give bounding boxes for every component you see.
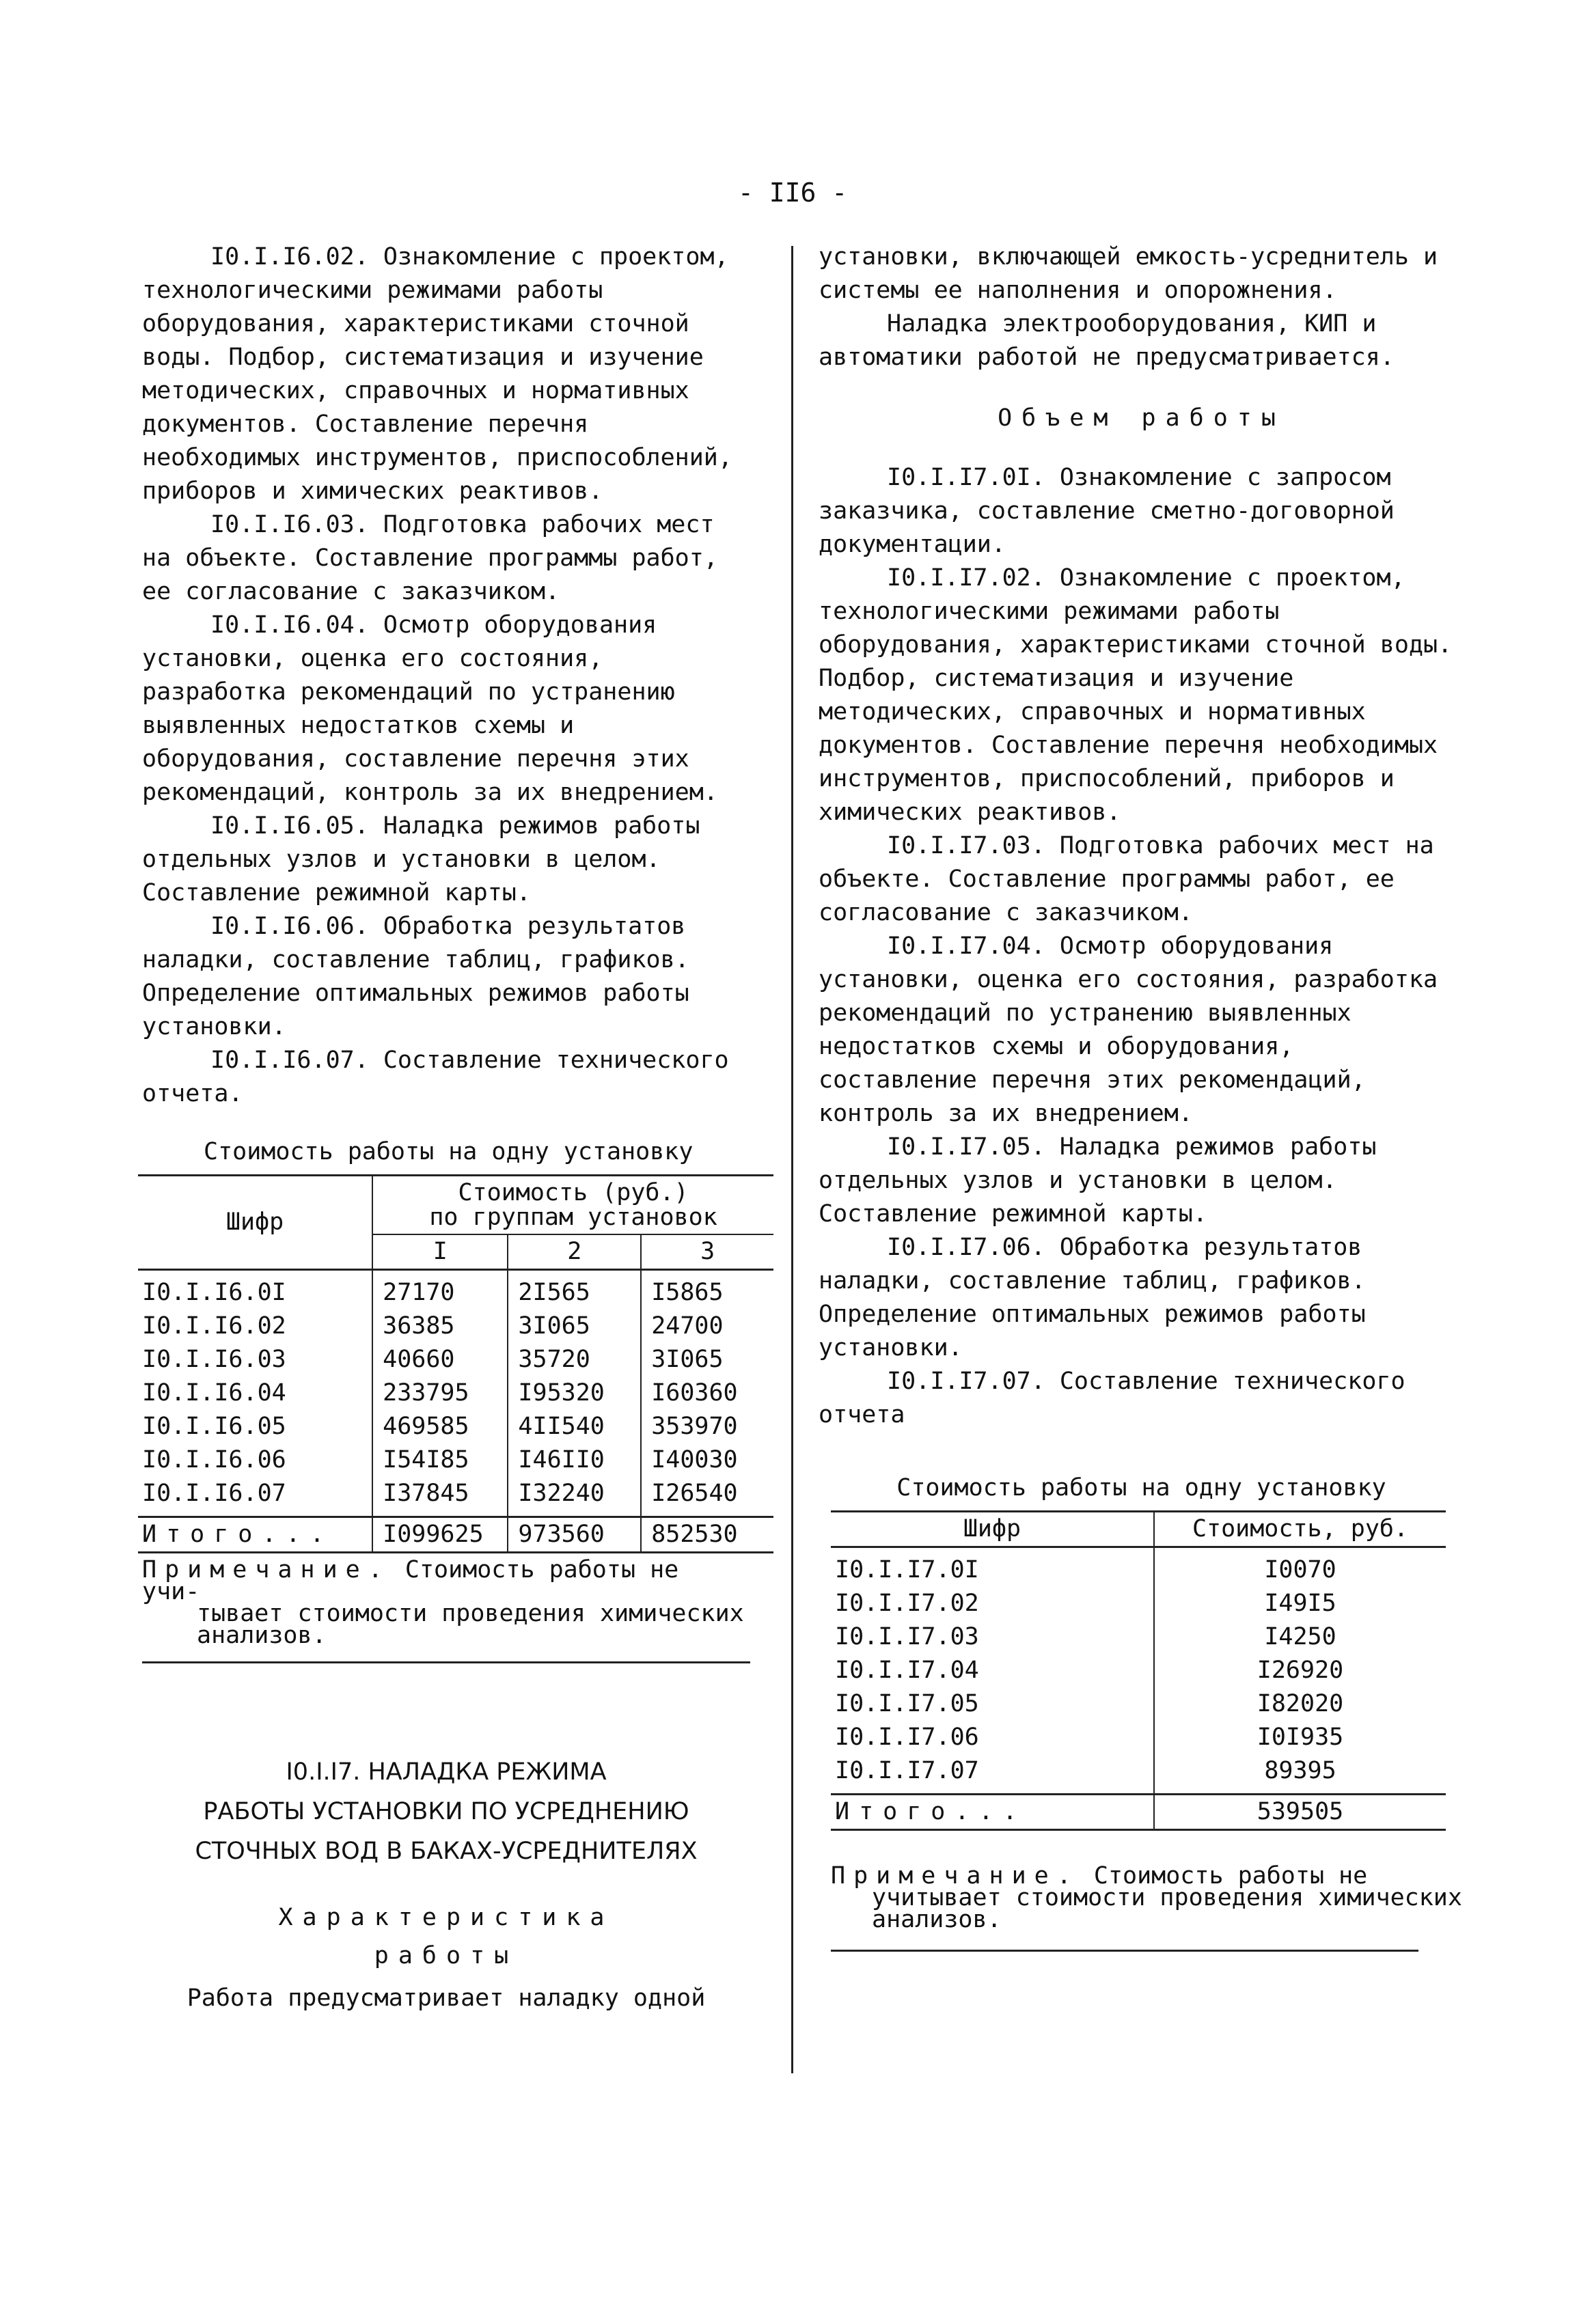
table-note-i6 [142, 1556, 750, 1649]
note-first-line: Стоимость работы не учи- [142, 1556, 679, 1605]
total-label: Итого... [138, 1517, 372, 1553]
paragraph-i6-07: I0.I.I6.07. Составление технического отчета. [142, 1047, 729, 1107]
table-total-row [831, 1795, 1446, 1830]
note-first-line: Стоимость работы не [1079, 1862, 1368, 1890]
paragraph-i7-07: I0.I.I7.07. Составление технического отчета [819, 1368, 1405, 1428]
row-value-group-3: I5865 [651, 1279, 724, 1306]
row-value-group-2: 2I565 [508, 1270, 641, 1310]
row-value-group-1: 469585 [372, 1410, 508, 1443]
row-value: I0I935 [1257, 1724, 1344, 1751]
table-row [138, 1443, 773, 1477]
total-label: Итого... [831, 1795, 1154, 1830]
row-value-group-1: 233795 [372, 1377, 508, 1410]
scope-heading: Объем работы [998, 404, 1285, 432]
row-code: I0.I.I7.0I [831, 1547, 1154, 1588]
row-code: I0.I.I6.02 [138, 1310, 372, 1343]
characteristics-heading-line-1: Характеристика [278, 1904, 614, 1931]
table-row [831, 1547, 1446, 1588]
section-title-line-2: РАБОТЫ УСТАНОВКИ ПО УСРЕДНЕНИЮ [203, 1798, 689, 1825]
characteristics-heading [142, 1898, 750, 1975]
row-value-group-3: 353970 [651, 1413, 738, 1440]
table-row [138, 1270, 773, 1310]
note-continuation: учитывает стоимости проведения химических анализов. [872, 1884, 1462, 1933]
row-code: I0.I.I6.05 [138, 1410, 372, 1443]
row-code: I0.I.I7.05 [831, 1687, 1154, 1721]
cost-table-i7 [831, 1510, 1446, 1831]
header-cost-line2: по группам установок [429, 1204, 717, 1231]
row-code: I0.I.I7.02 [831, 1587, 1154, 1620]
cost-table-i6 [138, 1174, 773, 1553]
table-row [831, 1654, 1446, 1687]
header-cost: Стоимость, руб. [1154, 1512, 1446, 1547]
row-code: I0.I.I7.06 [831, 1721, 1154, 1754]
row-code: I0.I.I6.07 [138, 1477, 372, 1517]
paragraph-i6-06: I0.I.I6.06. Обработка результатов наладки, составление таблиц, графиков. Определение оптимальных режимов работы установки. [142, 913, 689, 1040]
row-value-group-1: I54I85 [372, 1443, 508, 1477]
table-row [831, 1687, 1446, 1721]
row-value-group-1: 36385 [372, 1310, 508, 1343]
table-caption-i6: Стоимость работы на одну установку [204, 1138, 694, 1165]
paragraph-i6-02: I0.I.I6.02. Ознакомление с проектом, технологическими режимами работы оборудования, характеристиками сточной воды. Подбор, систематизация и изучение методических, справочных и нормативных документов. Составление перечня необходимых инструментов, приспособлений, приборов и химических реактивов. [142, 243, 732, 505]
table-row [138, 1477, 773, 1517]
table-row [831, 1754, 1446, 1795]
row-code: I0.I.I7.07 [831, 1754, 1154, 1795]
table-caption-i7: Стоимость работы на одну установку [896, 1474, 1386, 1502]
paragraph-i7-01: I0.I.I7.0I. Ознакомление с запросом заказчика, составление сметно-договорной документации. [819, 464, 1395, 558]
section-title-line-3: СТОЧНЫХ ВОД В БАКАХ-УСРЕДНИТЕЛЯХ [195, 1838, 698, 1865]
row-value-group-1: 27170 [372, 1270, 508, 1310]
column-divider [791, 246, 793, 2073]
row-value-group-2: 3I065 [508, 1310, 641, 1343]
header-cost [372, 1176, 773, 1235]
header-group-2: 2 [508, 1234, 641, 1270]
row-value-group-3: 24700 [651, 1312, 724, 1340]
row-value-group-3: I60360 [651, 1379, 738, 1407]
paragraph-i7-05: I0.I.I7.05. Наладка режимов работы отдельных узлов и установки в целом. Составление режимной карты. [819, 1133, 1377, 1228]
note-head: Примечание. [142, 1556, 391, 1583]
row-value-group-3: 3I065 [651, 1346, 724, 1373]
table-row [138, 1343, 773, 1377]
paragraph-i7-06: I0.I.I7.06. Обработка результатов наладки, составление таблиц, графиков. Определение оптимальных режимов работы установки. [819, 1234, 1366, 1361]
row-value-group-2: 35720 [508, 1343, 641, 1377]
right-column [819, 240, 1464, 1952]
paragraph-i7-04: I0.I.I7.04. Осмотр оборудования установки, оценка его состояния, разработка рекомендаций по устранению выявленных недостатков схемы и оборудования, составление перечня этих рекомендаций, контроль за их внедрением. [819, 932, 1438, 1127]
table-note-i7 [831, 1862, 1464, 1933]
header-cipher: Шифр [831, 1512, 1154, 1547]
table-row [831, 1721, 1446, 1754]
section-title-i7 [142, 1752, 750, 1871]
row-value-group-2: 4II540 [508, 1410, 641, 1443]
table-row [138, 1410, 773, 1443]
row-code: I0.I.I6.0I [138, 1270, 372, 1310]
row-value: I4250 [1264, 1623, 1336, 1650]
total-group-3: 852530 [641, 1517, 773, 1553]
paragraph-i7-03: I0.I.I7.03. Подготовка рабочих мест на объекте. Составление программы работ, ее согласование с заказчиком. [819, 832, 1434, 926]
row-value-group-2: I46II0 [508, 1443, 641, 1477]
table-row [831, 1620, 1446, 1654]
row-code: I0.I.I7.03 [831, 1620, 1154, 1654]
row-code: I0.I.I7.04 [831, 1654, 1154, 1687]
header-cipher: Шифр [138, 1176, 372, 1270]
row-code: I0.I.I6.03 [138, 1343, 372, 1377]
row-value-group-3: I26540 [651, 1480, 738, 1507]
characteristics-heading-line-2: работы [374, 1942, 519, 1969]
row-code: I0.I.I6.04 [138, 1377, 372, 1410]
note-rule [142, 1661, 750, 1663]
total-group-1: I099625 [372, 1517, 508, 1553]
note-rule [831, 1950, 1418, 1952]
header-cost-line1: Стоимость (руб.) [458, 1179, 689, 1206]
row-value-group-2: I32240 [508, 1477, 641, 1517]
page-number: - II6 - [738, 178, 848, 208]
row-value-group-3: I40030 [651, 1446, 738, 1474]
note-continuation: тывает стоимости проведения химических анализов. [197, 1600, 744, 1649]
table-row [138, 1377, 773, 1410]
row-code: I0.I.I6.06 [138, 1443, 372, 1477]
intro-electrical: Наладка электрооборудования, КИП и автоматики работой не предусматривается. [819, 310, 1395, 371]
characteristics-text: Работа предусматривает наладку одной [187, 1984, 706, 2012]
table-total-row [138, 1517, 773, 1553]
total-value: 539505 [1154, 1795, 1446, 1830]
total-group-2: 973560 [508, 1517, 641, 1553]
row-value: 89395 [1264, 1757, 1336, 1784]
row-value-group-1: 40660 [372, 1343, 508, 1377]
row-value-group-2: I95320 [508, 1377, 641, 1410]
table-row [138, 1310, 773, 1343]
row-value: I0070 [1264, 1556, 1336, 1583]
row-value-group-1: I37845 [372, 1477, 508, 1517]
header-group-1: I [372, 1234, 508, 1270]
section-title-line-1: I0.I.I7. НАЛАДКА РЕЖИМА [286, 1758, 607, 1786]
left-column [142, 240, 750, 2015]
note-head: Примечание. [831, 1862, 1080, 1890]
paragraph-i6-04: I0.I.I6.04. Осмотр оборудования установки, оценка его состояния, разработка рекомендаций по устранению выявленных недостатков схемы и оборудования, составление перечня этих рекомендаций, контроль за их внедрением. [142, 611, 718, 806]
table-row [831, 1587, 1446, 1620]
intro-continuation: установки, включающей емкость-усреднитель и системы ее наполнения и опорожнения. [819, 243, 1438, 304]
row-value: I26920 [1257, 1657, 1344, 1684]
row-value: I49I5 [1264, 1590, 1336, 1617]
header-group-3: 3 [641, 1234, 773, 1270]
row-value: I82020 [1257, 1690, 1344, 1717]
paragraph-i6-03: I0.I.I6.03. Подготовка рабочих мест на объекте. Составление программы работ, ее согласование с заказчиком. [142, 511, 718, 605]
paragraph-i7-02: I0.I.I7.02. Ознакомление с проектом, технологическими режимами работы оборудования, характеристиками сточной воды. Подбор, систематизация и изучение методических, справочных и нормативных документов. Составление перечня необходимых инструментов, приспособлений, приборов и химических реактивов. [819, 564, 1453, 826]
paragraph-i6-05: I0.I.I6.05. Наладка режимов работы отдельных узлов и установки в целом. Составление режимной карты. [142, 812, 700, 907]
